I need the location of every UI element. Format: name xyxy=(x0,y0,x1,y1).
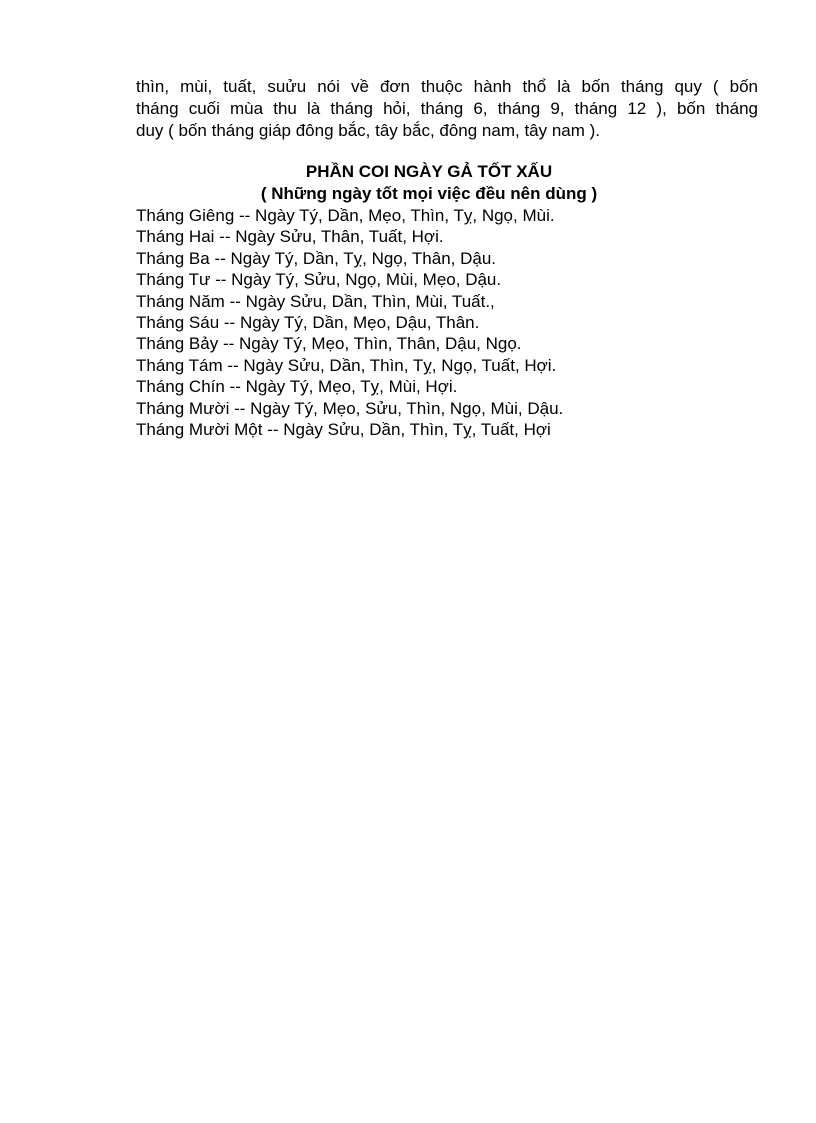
intro-line: tháng cuối mùa thu là tháng hỏi, tháng 6, tháng 9, tháng 12 ), bốn tháng xyxy=(136,99,758,118)
month-entry-tu: Tháng Tư -- Ngày Tý, Sửu, Ngọ, Mùi, Mẹo, Dậu. xyxy=(136,270,502,290)
month-entry-sau: Tháng Sáu -- Ngày Tý, Dần, Mẹo, Dậu, Thân. xyxy=(136,313,480,333)
month-entry-ba: Tháng Ba -- Ngày Tý, Dần, Tỵ, Ngọ, Thân, Dậu. xyxy=(136,248,497,268)
section-heading xyxy=(136,161,722,205)
month-entry-chin: Tháng Chín -- Ngày Tý, Mẹo, Tỵ, Mùi, Hợi. xyxy=(136,377,458,397)
month-entry-gieng: Tháng Giêng -- Ngày Tý, Dần, Mẹo, Thìn, Tỵ, Ngọ, Mùi. xyxy=(136,206,555,225)
month-entry-tam: Tháng Tám -- Ngày Sửu, Dần, Thìn, Tỵ, Ngọ, Tuất, Hợi. xyxy=(136,355,557,375)
month-entry-bay: Tháng Bảy -- Ngày Tý, Mẹo, Thìn, Thân, Dậu, Ngọ. xyxy=(136,334,522,354)
month-entry-muoi-mot: Tháng Mười Một -- Ngày Sửu, Dần, Thìn, Tỵ, Tuất, Hợi xyxy=(136,420,551,440)
intro-paragraph xyxy=(136,76,758,142)
section-subtitle: ( Những ngày tốt mọi việc đều nên dùng ) xyxy=(260,184,598,203)
month-entry-nam: Tháng Năm -- Ngày Sửu, Dần, Thìn, Mùi, Tuất., xyxy=(136,291,495,311)
intro-line: duy ( bốn tháng giáp đông bắc, tây bắc, đông nam, tây nam ). xyxy=(136,121,601,140)
month-entry-hai: Tháng Hai -- Ngày Sửu, Thân, Tuất, Hợi. xyxy=(136,227,444,247)
month-entry-muoi: Tháng Mười -- Ngày Tý, Mẹo, Sửu, Thìn, Ngọ, Mùi, Dậu. xyxy=(136,398,564,418)
month-list xyxy=(136,205,756,440)
section-title: PHẦN COI NGÀY GẢ TỐT XẤU xyxy=(305,162,553,181)
intro-line: thìn, mùi, tuất, suửu nói về đơn thuộc hành thổ là bốn tháng quy ( bốn xyxy=(136,77,758,96)
